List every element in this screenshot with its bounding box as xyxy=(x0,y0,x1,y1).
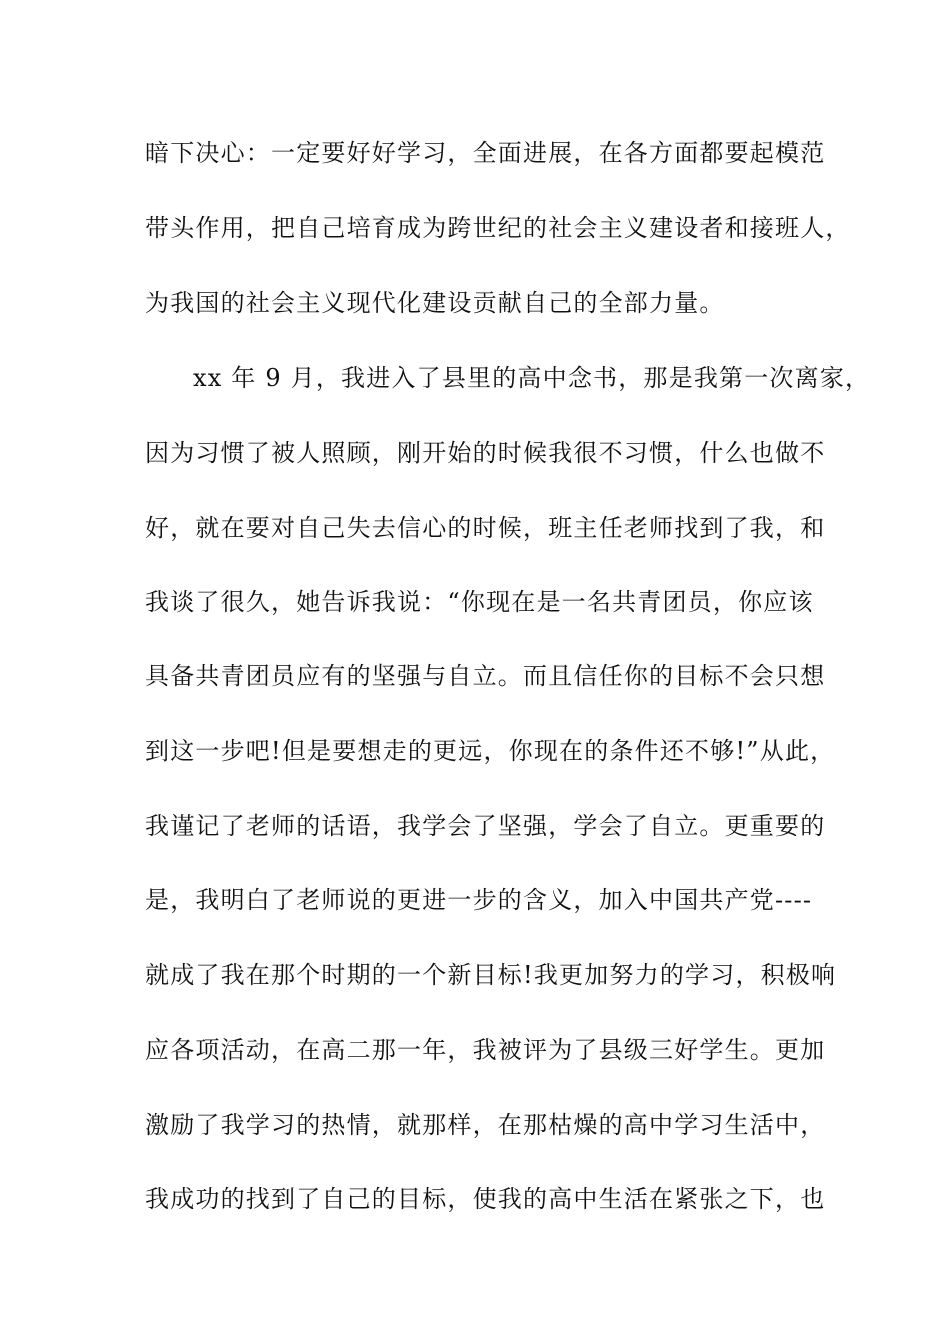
text-line-6: 好，就在要对自己失去信心的时候，班主任老师找到了我，和 xyxy=(145,514,826,542)
text-line-7: 我谈了很久，她告诉我说：“你现在是一名共青团员，你应该 xyxy=(145,588,814,616)
text-line-3: 为我国的社会主义现代化建设贡献自己的全部力量。 xyxy=(145,289,725,317)
text-line-10: 我谨记了老师的话语，我学会了坚强，学会了自立。更重要的 xyxy=(145,812,826,840)
text-line-2: 带头作用，把自己培育成为跨世纪的社会主义建设者和接班人， xyxy=(145,214,851,242)
text-line-8: 具备共青团员应有的坚强与自立。而且信任你的目标不会只想 xyxy=(145,662,826,690)
text-line-11: 是，我明白了老师说的更进一步的含义，加入中国共产党---- xyxy=(145,886,813,914)
text-line-5: 因为习惯了被人照顾，刚开始的时候我很不习惯，什么也做不 xyxy=(145,439,826,467)
text-line-12: 就成了我在那个时期的一个新目标!我更加努力的学习，积极响 xyxy=(145,961,837,989)
text-line-15: 我成功的找到了自己的目标，使我的高中生活在紧张之下，也 xyxy=(145,1185,826,1213)
text-line-13: 应各项活动，在高二那一年，我被评为了县级三好学生。更加 xyxy=(145,1036,826,1064)
text-line-4: xx 年 9 月，我进入了县里的高中念书，那是我第一次离家， xyxy=(193,364,871,392)
text-line-1: 暗下决心：一定要好好学习，全面进展，在各方面都要起模范 xyxy=(145,139,826,167)
text-line-9: 到这一步吧!但是要想走的更远，你现在的条件还不够!”从此， xyxy=(145,737,836,765)
text-line-14: 激励了我学习的热情，就那样，在那枯燥的高中学习生活中， xyxy=(145,1111,826,1139)
